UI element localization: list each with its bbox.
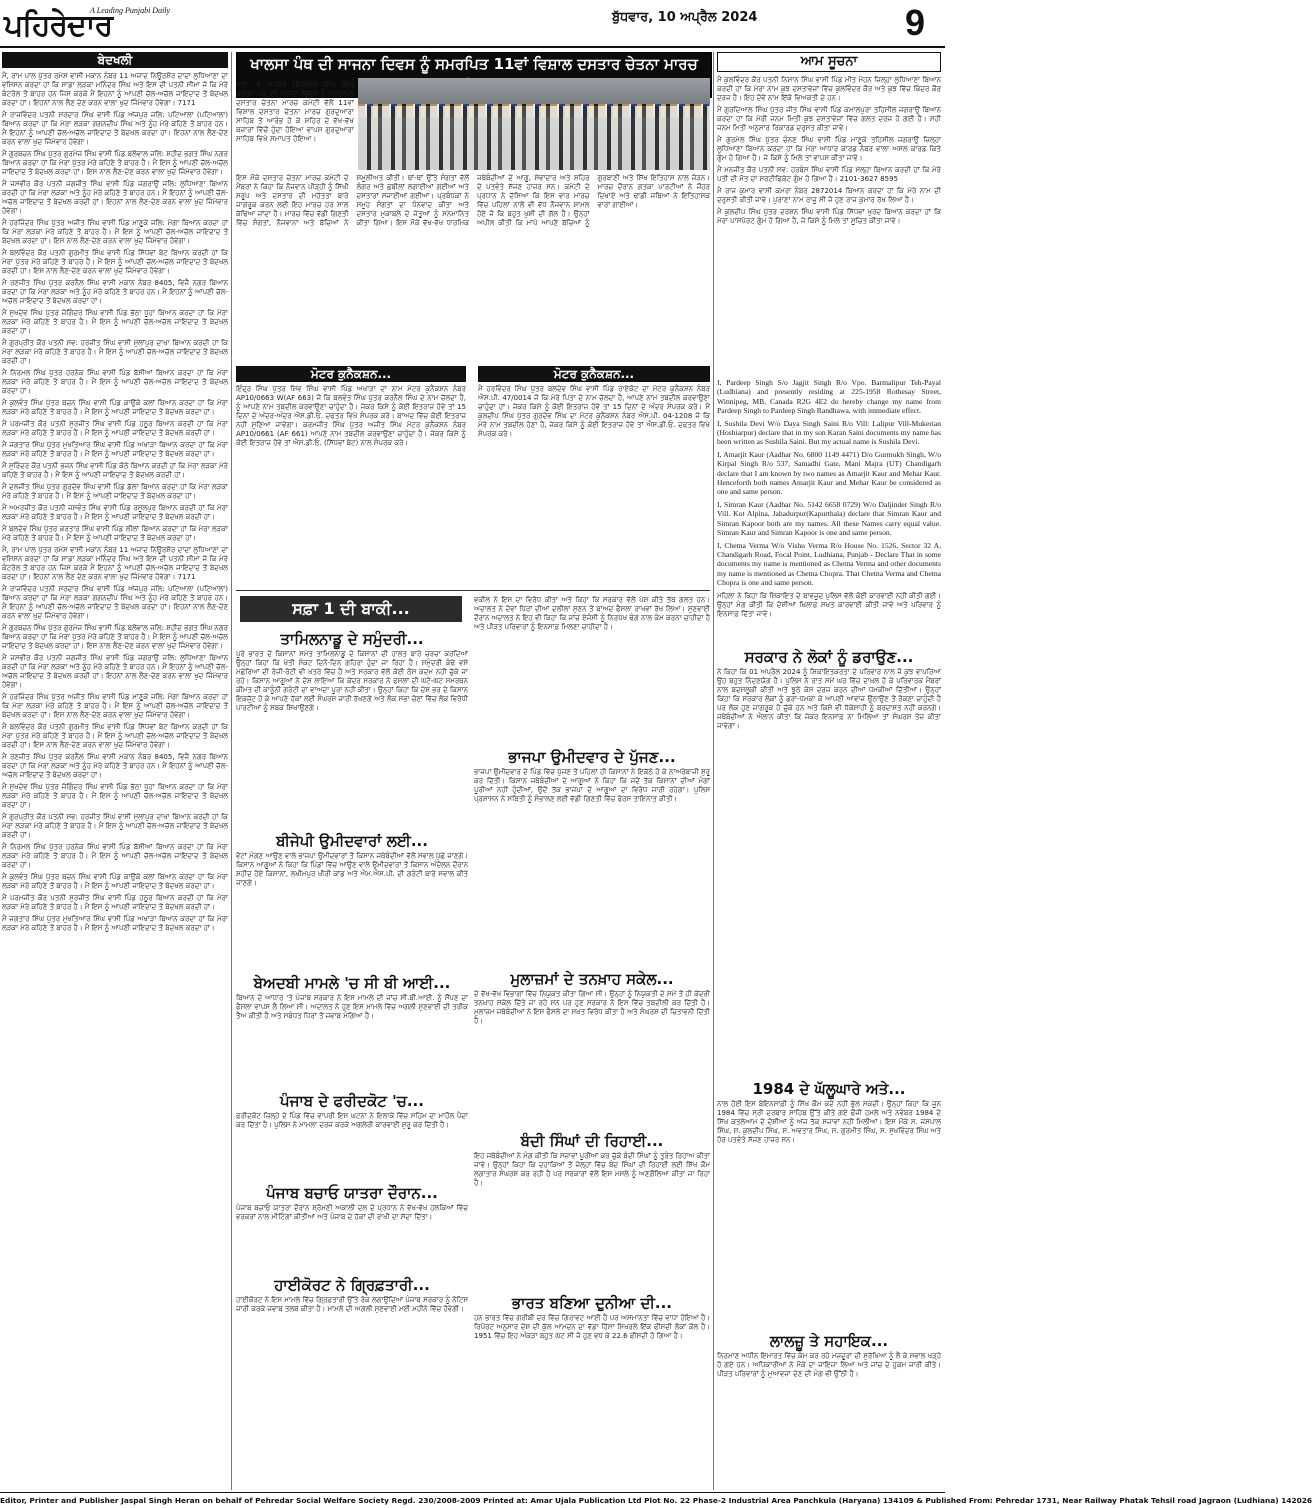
notice: ਮੈਂ ਗੁਰਪ੍ਰੀਤ ਕੌਰ ਪਤਨੀ ਸਵ: ਹਰਜੀਤ ਸਿੰਘ ਵਾਸੀ ਮੁੱਲਾਂਪੁਰ ਦਾਖਾ ਬਿਆਨ ਕਰਦੀ ਹਾਂ ਕਿ ਮੇਰਾ ਲੜਕਾ ਮੇਰੇ ਕਹਿਣੇ ਤੋਂ ਬਾਹਰ ਹੈ। ਮੈਂ ਇਸ ਨੂੰ ਆਪਣੀ ਚੱਲ-ਅਚੱਲ ਜਾਇਦਾਦ ਤੋਂ ਬੇਦਖਲ ਕਰਦੀ ਹਾਂ। (2, 339, 228, 365)
notice: ਮੈਂ ਗੁਰਬਚਨ ਸਿੰਘ ਪੁੱਤਰ ਗੁਰਮੇਜ ਸਿੰਘ ਵਾਸੀ ਪਿੰਡ ਬਲੋਵਾਲ ਜਲਿ: ਸ਼ਹੀਦ ਭਗਤ ਸਿੰਘ ਨਗਰ ਬਿਆਨ ਕਰਦਾ ਹਾਂ ਕਿ ਮੇਰਾ ਪੁੱਤਰ ਮੇਰੇ ਕਹਿਣੇ ਤੋਂ ਬਾਹਰ ਹੈ। ਮੈਂ ਇਸ ਨੂੰ ਆਪਣੀ ਚੱਲ-ਅਚੱਲ ਜਾਇਦਾਦ ਤੋਂ ਬੇਦਖਲ ਕਰਦਾ ਹਾਂ। ਇਸ ਨਾਲ ਲੈਣ-ਦੇਣ ਕਰਨ ਵਾਲਾ ਖੁਦ ਜਿੰਮੇਵਾਰ ਹੋਵੇਗਾ। (2, 624, 228, 650)
notice: ਮੈਂ ਸੁਖਦੇਵ ਸਿੰਘ ਪੁੱਤਰ ਜੋਗਿੰਦਰ ਸਿੰਘ ਵਾਸੀ ਪਿੰਡ ਭੱਠਾ ਧੂਹਾ ਬਿਆਨ ਕਰਦਾ ਹਾਂ ਕਿ ਮੇਰਾ ਲੜਕਾ ਮੇਰੇ ਕਹਿਣੇ ਤੋਂ ਬਾਹਰ ਹੈ। ਮੈਂ ਇਸ ਨੂੰ ਆਪਣੀ ਚੱਲ-ਅਚੱਲ ਜਾਇਦਾਦ ਤੋਂ ਬੇਦਖਲ ਕਰਦਾ ਹਾਂ। (2, 309, 228, 335)
notice: ਮੈਂ ਨਿਰਮਲ ਸਿੰਘ ਪੁੱਤਰ ਹਰਨੇਕ ਸਿੰਘ ਵਾਸੀ ਪਿੰਡ ਬੱਸੀਆਂ ਬਿਆਨ ਕਰਦਾ ਹਾਂ ਕਿ ਮੇਰਾ ਲੜਕਾ ਮੇਰੇ ਕਹਿਣੇ ਤੋਂ ਬਾਹਰ ਹੈ। ਮੈਂ ਇਸ ਨੂੰ ਆਪਣੀ ਚੱਲ-ਅਚੱਲ ਜਾਇਦਾਦ ਤੋਂ ਬੇਦਖਲ ਕਰਦਾ ਹਾਂ। (2, 843, 228, 869)
story-body: ਪੰਜਾਬ ਬਚਾਓ ਯਾਤਰਾ ਦੌਰਾਨ ਸ਼੍ਰੋਮਣੀ ਅਕਾਲੀ ਦਲ ਦੇ ਪ੍ਰਧਾਨ ਨੇ ਵੱਖ-ਵੱਖ ਹਲਕਿਆਂ ਵਿੱਚ ਵਰਕਰਾਂ ਨਾਲ ਮੀਟਿੰਗਾਂ ਕੀਤੀਆਂ ਅਤੇ ਪੰਜਾਬ ਦੇ ਹੱਕਾਂ ਦੀ ਰਾਖੀ ਦਾ ਸੱਦਾ ਦਿੱਤਾ। (236, 1204, 468, 1221)
story-title: ਹਾਈਕੋਰਟ ਨੇ ਗ੍ਰਿਫ਼ਤਾਰੀ... (274, 1276, 430, 1294)
notice: I, Simran Kaur (Aadhar No. 5142 6658 0729) W/o Daljinder Singh R/o Vill. Kot Alpina, Jahadurpur(Kapurthala) declare that Simran Kaur and Simran Kapoor both are my names. All these Names carry equal value. Simran Kaur and Simran Kapoor is one and same person. (717, 499, 941, 538)
story-body: ਨਿਰਮਾਣ ਅਧੀਨ ਇਮਾਰਤ ਵਿੱਚ ਕੰਮ ਕਰ ਰਹੇ ਮਜ਼ਦੂਰਾਂ ਦੀ ਸੁਰੱਖਿਆ ਨੂੰ ਲੈ ਕੇ ਸਵਾਲ ਖੜ੍ਹੇ ਹੋ ਗਏ ਹਨ। ਅਧਿਕਾਰੀਆਂ ਨੇ ਮੌਕੇ ਦਾ ਜਾਇਜ਼ਾ ਲਿਆ ਅਤੇ ਜਾਂਚ ਦੇ ਹੁਕਮ ਜਾਰੀ ਕੀਤੇ। ਪੀੜਤ ਪਰਿਵਾਰਾਂ ਨੂੰ ਮੁਆਵਜ਼ਾ ਦੇਣ ਦੀ ਮੰਗ ਵੀ ਉੱਠੀ ਹੈ। (717, 1352, 941, 1378)
notice: ਮੈਂ ਦਲਜੀਤ ਸਿੰਘ ਪੁੱਤਰ ਗੁਰਦੇਵ ਸਿੰਘ ਵਾਸੀ ਪਿੰਡ ਡੱਲਾ ਬਿਆਨ ਕਰਦਾ ਹਾਂ ਕਿ ਮੇਰਾ ਲੜਕਾ ਮੇਰੇ ਕਹਿਣੇ ਤੋਂ ਬਾਹਰ ਹੈ। ਮੈਂ ਇਸ ਨੂੰ ਆਪਣੀ ਜਾਇਦਾਦ ਤੋਂ ਬੇਦਖਲ ਕਰਦਾ ਹਾਂ। (2, 483, 228, 500)
notice: ਮੈਂ ਜਗਤਾਰ ਸਿੰਘ ਪੁੱਤਰ ਮੁਖਤਿਆਰ ਸਿੰਘ ਵਾਸੀ ਪਿੰਡ ਅਖਾੜਾ ਬਿਆਨ ਕਰਦਾ ਹਾਂ ਕਿ ਮੇਰਾ ਲੜਕਾ ਮੇਰੇ ਕਹਿਣੇ ਤੋਂ ਬਾਹਰ ਹੈ। ਮੈਂ ਇਸ ਨੂੰ ਆਪਣੀ ਜਾਇਦਾਦ ਤੋਂ ਬੇਦਖਲ ਕਰਦਾ ਹਾਂ। (2, 915, 228, 932)
notice: ਮੈਂ ਜਸਵੀਰ ਕੌਰ ਪਤਨੀ ਜਗਜੀਤ ਸਿੰਘ ਵਾਸੀ ਪਿੰਡ ਜਗਰਾਉਂ ਜਲਿ: ਲੁਧਿਆਣਾ ਬਿਆਨ ਕਰਦੀ ਹਾਂ ਕਿ ਮੇਰਾ ਲੜਕਾ ਅਤੇ ਨੂੰਹ ਮੇਰੇ ਕਹਿਣੇ ਤੋਂ ਬਾਹਰ ਹਨ। ਮੈਂ ਇਹਨਾਂ ਨੂੰ ਆਪਣੀ ਚੱਲ-ਅਚੱਲ ਜਾਇਦਾਦ ਤੋਂ ਬੇਦਖਲ ਕਰਦੀ ਹਾਂ। ਇਹਨਾਂ ਨਾਲ ਲੈਣ-ਦੇਣ ਕਰਨ ਵਾਲਾ ਖੁਦ ਜਿੰਮੇਵਾਰ ਹੋਵੇਗਾ। (2, 654, 228, 689)
notice: ਮੈਂ, ਰਾਮ ਪਾਲ ਪੁੱਤਰ ਰਮੇਸ਼ ਵਾਸੀ ਮਕਾਨ ਨੰਬਰ 11 ਅਜਾਦ ਨਿਊਰਸ਼ੋਰ ਦਾਦਾ ਲੁਧਿਆਣਾ ਦਾ ਵਸਿਸਨ ਕਰਦਾ ਹਾਂ ਕਿ ਸਾਡਾ ਲੜਕਾ ਮਨਿੰਦਰ ਸਿੰਘ ਅਤੇ ਇਸ ਦੀ ਪਤਨੀ ਸੀਮਾ ਜੋ ਕਿ ਮੇਰੇ ਕੰਟਰੋਲ ਤੋਂ ਬਾਹਰ ਹਨ ਜਿਸ ਕਰਕੇ ਮੈਂ ਇਹਨਾਂ ਨੂੰ ਆਪਣੀ ਚੱਲ-ਅਚੱਲ ਜਾਇਦਾਦ ਤੋਂ ਬੇਦਖਲ ਕਰਦਾ ਹਾਂ। ਇਹਨਾਂ ਨਾਲ ਲੈਣ ਦੇਣ ਕਰਨ ਵਾਲਾ ਖੁਦ ਜਿੰਮੇਵਾਰ ਹੋਵੇਗਾ। 7171 (2, 72, 228, 107)
notice: ਮੈਂ ਨਿਰਮਲ ਸਿੰਘ ਪੁੱਤਰ ਹਰਨੇਕ ਸਿੰਘ ਵਾਸੀ ਪਿੰਡ ਬੱਸੀਆਂ ਬਿਆਨ ਕਰਦਾ ਹਾਂ ਕਿ ਮੇਰਾ ਲੜਕਾ ਮੇਰੇ ਕਹਿਣੇ ਤੋਂ ਬਾਹਰ ਹੈ। ਮੈਂ ਇਸ ਨੂੰ ਆਪਣੀ ਚੱਲ-ਅਚੱਲ ਜਾਇਦਾਦ ਤੋਂ ਬੇਦਖਲ ਕਰਦਾ ਹਾਂ। (2, 369, 228, 395)
column-divider (231, 52, 232, 1490)
notice: ਮੈਂ ਹਰਜਿੰਦਰ ਸਿੰਘ ਪੁੱਤਰ ਅਜੀਤ ਸਿੰਘ ਵਾਸੀ ਪਿੰਡ ਮਾਣੂਕੇ ਜਲਿ: ਮੋਗਾ ਬਿਆਨ ਕਰਦਾ ਹਾਂ ਕਿ ਮੇਰਾ ਲੜਕਾ ਮੇਰੇ ਕਹਿਣੇ ਤੋਂ ਬਾਹਰ ਹੈ। ਮੈਂ ਇਸ ਨੂੰ ਆਪਣੀ ਚੱਲ-ਅਚੱਲ ਜਾਇਦਾਦ ਤੋਂ ਬੇਦਖਲ ਕਰਦਾ ਹਾਂ। ਇਸ ਨਾਲ ਲੈਣ-ਦੇਣ ਕਰਨ ਵਾਲਾ ਖੁਦ ਜਿੰਮੇਵਾਰ ਹੋਵੇਗਾ। (2, 693, 228, 719)
column-divider (713, 52, 714, 1490)
motor-notice-right: ਮੈਂ ਹਰਵਿੰਦਰ ਸਿੰਘ ਪੁੱਤਰ ਬਲਦੇਵ ਸਿੰਘ ਵਾਸੀ ਪਿੰਡ ਰਾਏਕੋਟ ਦਾ ਮੋਟਰ ਕੁਨੈਕਸ਼ਨ ਨੰਬਰ ਐਸ.ਪੀ. 47/0014 ਜੋ ਕਿ ਮੇਰੇ ਪਿਤਾ ਦੇ ਨਾਮ ਚੱਲਦਾ ਹੈ, ਆਪਣੇ ਨਾਮ ਤਬਦੀਲ ਕਰਵਾਉਣਾ ਚਾਹੁੰਦਾ ਹਾਂ। ਜੇਕਰ ਕਿਸੇ ਨੂੰ ਕੋਈ ਇਤਰਾਜ਼ ਹੋਵੇ ਤਾਂ 15 ਦਿਨਾਂ ਦੇ ਅੰਦਰ ਸੰਪਰਕ ਕਰੇ। ਮੈਂ ਕੁਲਦੀਪ ਸਿੰਘ ਪੁੱਤਰ ਗੁਰਦੇਵ ਸਿੰਘ ਦਾ ਮੋਟਰ ਕੁਨੈਕਸ਼ਨ ਨੰਬਰ ਐਸ.ਪੀ. 04-1208 ਜੋ ਕਿ ਮੇਰੇ ਨਾਮ ਤਬਦੀਲ ਹੋਣਾ ਹੈ, ਜੇਕਰ ਕਿਸੇ ਨੂੰ ਕੋਈ ਇਤਰਾਜ਼ ਹੋਵੇ ਤਾਂ ਐਸ.ਡੀ.ਓ. ਦਫਤਰ ਵਿਖੇ ਸੰਪਰਕ ਕਰੇ। (478, 385, 710, 438)
story-title: ਪੰਜਾਬ ਬਚਾਓ ਯਾਤਰਾ ਦੌਰਾਨ... (266, 1184, 438, 1202)
story-body: ਪੂਰੇ ਭਾਰਤ ਦੇ ਕਿਸਾਨਾਂ ਸਮੇਤ ਤਾਮਿਲਨਾਡੂ ਦੇ ਕਿਸਾਨਾਂ ਦੀ ਹਾਲਤ ਬਾਰੇ ਚਰਚਾ ਕਰਦਿਆਂ ਉਨ੍ਹਾਂ ਕਿਹਾ ਕਿ ਖੇਤੀ ਸੰਕਟ ਦਿਨੋ-ਦਿਨ ਗਹਿਰਾ ਹੁੰਦਾ ਜਾ ਰਿਹਾ ਹੈ। ਸਮੁੰਦਰੀ ਕੰਢੇ ਵਸੇ ਮਛੇਰਿਆਂ ਦੀ ਰੋਜ਼ੀ-ਰੋਟੀ ਵੀ ਖਤਰੇ ਵਿੱਚ ਹੈ ਅਤੇ ਸਰਕਾਰ ਵੱਲੋਂ ਕੋਈ ਠੋਸ ਕਦਮ ਨਹੀਂ ਚੁੱਕੇ ਜਾ ਰਹੇ। ਕਿਸਾਨ ਆਗੂਆਂ ਨੇ ਦੋਸ਼ ਲਾਇਆ ਕਿ ਕੇਂਦਰ ਸਰਕਾਰ ਨੇ ਫਸਲਾਂ ਦੀ ਘੱਟੋ-ਘੱਟ ਸਮਰਥਨ ਕੀਮਤ ਦੀ ਕਾਨੂੰਨੀ ਗਰੰਟੀ ਦਾ ਵਾਅਦਾ ਪੂਰਾ ਨਹੀਂ ਕੀਤਾ। ਉਨ੍ਹਾਂ ਕਿਹਾ ਕਿ ਦੇਸ਼ ਭਰ ਦੇ ਕਿਸਾਨ ਇਕਜੁੱਟ ਹੋ ਕੇ ਆਪਣੇ ਹੱਕਾਂ ਲਈ ਸੰਘਰਸ਼ ਜਾਰੀ ਰੱਖਣਗੇ ਅਤੇ ਲੋਕ ਸਭਾ ਚੋਣਾਂ ਵਿੱਚ ਲੋਕ ਵਿਰੋਧੀ ਪਾਰਟੀਆਂ ਨੂੰ ਸਬਕ ਸਿਖਾਉਣਗੇ। (236, 650, 469, 712)
story-title: ਮੁਲਾਜ਼ਮਾਂ ਦੇ ਤਨਖ਼ਾਹ ਸਕੇਲ... (510, 970, 674, 988)
masthead-logo: ਪਹਿਰੇਦਾਰ (4, 8, 113, 43)
story-body: ਹਾਈਕੋਰਟ ਨੇ ਇਸ ਮਾਮਲੇ ਵਿੱਚ ਗ੍ਰਿਫ਼ਤਾਰੀ ਉੱਤੇ ਰੋਕ ਲਗਾਉਂਦਿਆਂ ਪੰਜਾਬ ਸਰਕਾਰ ਨੂੰ ਨੋਟਿਸ ਜਾਰੀ ਕਰਕੇ ਜਵਾਬ ਤਲਬ ਕੀਤਾ ਹੈ। ਮਾਮਲੇ ਦੀ ਅਗਲੀ ਸੁਣਵਾਈ ਮਈ ਮਹੀਨੇ ਵਿੱਚ ਹੋਵੇਗੀ। (236, 1296, 468, 1313)
story-title: ਲਾਲਜ਼ੂ ਤੇ ਸਹਾਇਕ... (769, 1332, 889, 1350)
public-notices (717, 76, 941, 376)
notice: I, Amarjit Kaur (Aadhar No. 6800 1149 4471) D/o Gurmukh Singh, W/o Kirpal Singh R/o 537, Samadhi Gate, Mani Majra (UT) Chandigarh declare that I am known by two names as Amarjit Kaur and Mehar Kaur. Henceforth both names Amarjit Kaur and Mehar Kaur be considered as one and same person. (717, 449, 941, 497)
section-header-bedakhli: ਬੇਦਖਲੀ (2, 52, 228, 68)
story-body: ਭਾਜਪਾ ਉਮੀਦਵਾਰ ਦੇ ਪਿੰਡ ਵਿੱਚ ਪੁੱਜਣ ਤੋਂ ਪਹਿਲਾਂ ਹੀ ਕਿਸਾਨਾਂ ਨੇ ਇਕੱਠੇ ਹੋ ਕੇ ਨਾਅਰੇਬਾਜ਼ੀ ਸ਼ੁਰੂ ਕਰ ਦਿੱਤੀ। ਕਿਸਾਨ ਜਥੇਬੰਦੀਆਂ ਦੇ ਆਗੂਆਂ ਨੇ ਕਿਹਾ ਕਿ ਜਦੋਂ ਤੱਕ ਕਿਸਾਨਾਂ ਦੀਆਂ ਮੰਗਾਂ ਪੂਰੀਆਂ ਨਹੀਂ ਹੁੰਦੀਆਂ, ਉਦੋਂ ਤੱਕ ਭਾਜਪਾ ਦੇ ਆਗੂਆਂ ਦਾ ਵਿਰੋਧ ਜਾਰੀ ਰਹੇਗਾ। ਪੁਲਿਸ ਪ੍ਰਸ਼ਾਸਨ ਨੇ ਸਥਿਤੀ ਨੂੰ ਸੰਭਾਲਣ ਲਈ ਵੱਡੀ ਗਿਣਤੀ ਵਿੱਚ ਫੋਰਸ ਤਾਇਨਾਤ ਕੀਤੀ। (474, 768, 710, 803)
notice: ਮੈਂ ਹਰਜਿੰਦਰ ਸਿੰਘ ਪੁੱਤਰ ਅਜੀਤ ਸਿੰਘ ਵਾਸੀ ਪਿੰਡ ਮਾਣੂਕੇ ਜਲਿ: ਮੋਗਾ ਬਿਆਨ ਕਰਦਾ ਹਾਂ ਕਿ ਮੇਰਾ ਲੜਕਾ ਮੇਰੇ ਕਹਿਣੇ ਤੋਂ ਬਾਹਰ ਹੈ। ਮੈਂ ਇਸ ਨੂੰ ਆਪਣੀ ਚੱਲ-ਅਚੱਲ ਜਾਇਦਾਦ ਤੋਂ ਬੇਦਖਲ ਕਰਦਾ ਹਾਂ। ਇਸ ਨਾਲ ਲੈਣ-ਦੇਣ ਕਰਨ ਵਾਲਾ ਖੁਦ ਜਿੰਮੇਵਾਰ ਹੋਵੇਗਾ। (2, 219, 228, 245)
masthead-rule (0, 46, 945, 48)
story-body: ਨਾਲ ਹੋਈ ਇਸ ਬੇਇਨਸਾਫ਼ੀ ਨੂੰ ਸਿੱਖ ਕੌਮ ਕਦੇ ਨਹੀਂ ਭੁੱਲ ਸਕਦੀ। ਉਨ੍ਹਾਂ ਕਿਹਾ ਕਿ ਜੂਨ 1984 ਵਿੱਚ ਸ੍ਰੀ ਦਰਬਾਰ ਸਾਹਿਬ ਉੱਤੇ ਕੀਤੇ ਗਏ ਫੌਜੀ ਹਮਲੇ ਅਤੇ ਨਵੰਬਰ 1984 ਦੇ ਸਿੱਖ ਕਤਲੇਆਮ ਦੇ ਦੋਸ਼ੀਆਂ ਨੂੰ ਅੱਜ ਤੱਕ ਸਜ਼ਾਵਾਂ ਨਹੀਂ ਮਿਲੀਆਂ। ਇਸ ਮੌਕੇ ਸ. ਜਸਪਾਲ ਸਿੰਘ, ਸ. ਕੁਲਦੀਪ ਸਿੰਘ, ਸ. ਅਵਤਾਰ ਸਿੰਘ, ਸ. ਗੁਰਮੀਤ ਸਿੰਘ, ਸ. ਸੁਖਵਿੰਦਰ ਸਿੰਘ ਅਤੇ ਹੋਰ ਪਤਵੰਤੇ ਸੱਜਣ ਹਾਜ਼ਰ ਸਨ। (717, 1100, 941, 1144)
story-title: ਸਰਕਾਰ ਨੇ ਲੋਕਾਂ ਨੂੰ ਡਰਾਉਣ... (744, 648, 914, 666)
notice: ਮੈਂ ਰਾਜ ਕੁਮਾਰ ਵਾਸੀ ਕਮਰਾ ਨੰਬਰ 2872014 ਬਿਆਨ ਕਰਦਾ ਹਾਂ ਕਿ ਮੇਰੇ ਨਾਮ ਦੀ ਦਰੁਸਤੀ ਕੀਤੀ ਜਾਵੇ। ਪੁਰਾਣਾ ਨਾਮ ਰਾਜੂ ਸੀ ਜੋ ਹੁਣ ਰਾਜ ਕੁਮਾਰ ਰੱਖ ਲਿਆ ਹੈ। (717, 187, 941, 204)
notice: ਮੈਂ, ਰਾਮ ਪਾਲ ਪੁੱਤਰ ਰਮੇਸ਼ ਵਾਸੀ ਮਕਾਨ ਨੰਬਰ 11 ਅਜਾਦ ਨਿਊਰਸ਼ੋਰ ਦਾਦਾ ਲੁਧਿਆਣਾ ਦਾ ਵਸਿਸਨ ਕਰਦਾ ਹਾਂ ਕਿ ਸਾਡਾ ਲੜਕਾ ਮਨਿੰਦਰ ਸਿੰਘ ਅਤੇ ਇਸ ਦੀ ਪਤਨੀ ਸੀਮਾ ਜੋ ਕਿ ਮੇਰੇ ਕੰਟਰੋਲ ਤੋਂ ਬਾਹਰ ਹਨ ਜਿਸ ਕਰਕੇ ਮੈਂ ਇਹਨਾਂ ਨੂੰ ਆਪਣੀ ਚੱਲ-ਅਚੱਲ ਜਾਇਦਾਦ ਤੋਂ ਬੇਦਖਲ ਕਰਦਾ ਹਾਂ। ਇਹਨਾਂ ਨਾਲ ਲੈਣ ਦੇਣ ਕਰਨ ਵਾਲਾ ਖੁਦ ਜਿੰਮੇਵਾਰ ਹੋਵੇਗਾ। 7171 (2, 546, 228, 581)
misc-text: ਮਹਿਲਾ ਨੇ ਕਿਹਾ ਕਿ ਸ਼ਿਕਾਇਤ ਦੇ ਬਾਵਜੂਦ ਪੁਲਿਸ ਵੱਲੋਂ ਕੋਈ ਕਾਰਵਾਈ ਨਹੀਂ ਕੀਤੀ ਗਈ। ਉਨ੍ਹਾਂ ਮੰਗ ਕੀਤੀ ਕਿ ਦੋਸ਼ੀਆਂ ਖ਼ਿਲਾਫ਼ ਸਖ਼ਤ ਕਾਰਵਾਈ ਕੀਤੀ ਜਾਵੇ ਅਤੇ ਪਰਿਵਾਰ ਨੂੰ ਇਨਸਾਫ਼ ਦਿੱਤਾ ਜਾਵੇ। (717, 592, 941, 618)
notice: ਮੈਂ ਗੁਰਪ੍ਰੀਤ ਕੌਰ ਪਤਨੀ ਸਵ: ਹਰਜੀਤ ਸਿੰਘ ਵਾਸੀ ਮੁੱਲਾਂਪੁਰ ਦਾਖਾ ਬਿਆਨ ਕਰਦੀ ਹਾਂ ਕਿ ਮੇਰਾ ਲੜਕਾ ਮੇਰੇ ਕਹਿਣੇ ਤੋਂ ਬਾਹਰ ਹੈ। ਮੈਂ ਇਸ ਨੂੰ ਆਪਣੀ ਚੱਲ-ਅਚੱਲ ਜਾਇਦਾਦ ਤੋਂ ਬੇਦਖਲ ਕਰਦੀ ਹਾਂ। (2, 813, 228, 839)
continued-headline: ਸਫ਼ਾ 1 ਦੀ ਬਾਕੀ... (240, 596, 462, 622)
motor-notice-left: ਇੰਦ੍ਰ ਸਿੰਘ ਪੁੱਤਰ ਸ਼ਿਵ ਸਿੰਘ ਵਾਸੀ ਪਿੰਡ ਅਖਾੜਾ ਦਾ ਨਾਮ ਮੋਟਰ ਕੁਨੈਕਸ਼ਨ ਨੰਬਰ AP10/0663 W(AF 663) ਜੋ ਕਿ ਬਲਵੰਤ ਸਿੰਘ ਪੁੱਤਰ ਕਰਨੈਲ ਸਿੰਘ ਦੇ ਨਾਮ ਚੱਲਦਾ ਹੈ, ਨੂੰ ਆਪਣੇ ਨਾਮ ਤਬਦੀਲ ਕਰਵਾਉਣਾ ਚਾਹੁੰਦਾ ਹੈ। ਜੇਕਰ ਕਿਸੇ ਨੂੰ ਕੋਈ ਇਤਰਾਜ਼ ਹੋਵੇ ਤਾਂ 15 ਦਿਨਾਂ ਦੇ ਅੰਦਰ-ਅੰਦਰ ਐਸ.ਡੀ.ਓ. ਦਫਤਰ ਵਿਖੇ ਸੰਪਰਕ ਕਰੇ। ਬਾਅਦ ਵਿੱਚ ਕੋਈ ਇਤਰਾਜ਼ ਨਹੀਂ ਸੁਣਿਆ ਜਾਵੇਗਾ। ਕਰਮਜੀਤ ਸਿੰਘ ਪੁੱਤਰ ਅਜੀਤ ਸਿੰਘ ਮੋਟਰ ਕੁਨੈਕਸ਼ਨ ਨੰਬਰ AP10/0661 (AF 661) ਆਪਣੇ ਨਾਮ ਤਬਦੀਲ ਕਰਵਾਉਣਾ ਚਾਹੁੰਦਾ ਹੈ। ਜੇਕਰ ਕਿਸੇ ਨੂੰ ਕੋਈ ਇਤਰਾਜ਼ ਹੋਵੇ ਤਾਂ ਐਸ.ਡੀ.ਓ. (ਸਿੱਧਵਾਂ ਬੇਟ) ਨਾਲ ਸੰਪਰਕ ਕਰੇ। (236, 385, 466, 447)
notice: ਮੈਂ ਗੁਰਬਚਨ ਸਿੰਘ ਪੁੱਤਰ ਗੁਰਮੇਜ ਸਿੰਘ ਵਾਸੀ ਪਿੰਡ ਬਲੋਵਾਲ ਜਲਿ: ਸ਼ਹੀਦ ਭਗਤ ਸਿੰਘ ਨਗਰ ਬਿਆਨ ਕਰਦਾ ਹਾਂ ਕਿ ਮੇਰਾ ਪੁੱਤਰ ਮੇਰੇ ਕਹਿਣੇ ਤੋਂ ਬਾਹਰ ਹੈ। ਮੈਂ ਇਸ ਨੂੰ ਆਪਣੀ ਚੱਲ-ਅਚੱਲ ਜਾਇਦਾਦ ਤੋਂ ਬੇਦਖਲ ਕਰਦਾ ਹਾਂ। ਇਸ ਨਾਲ ਲੈਣ-ਦੇਣ ਕਰਨ ਵਾਲਾ ਖੁਦ ਜਿੰਮੇਵਾਰ ਹੋਵੇਗਾ। (2, 150, 228, 176)
notice: ਮੈਂ ਕੁਲਵੰਤ ਸਿੰਘ ਪੁੱਤਰ ਬਚਨ ਸਿੰਘ ਵਾਸੀ ਪਿੰਡ ਕਾਉਂਕੇ ਕਲਾਂ ਬਿਆਨ ਕਰਦਾ ਹਾਂ ਕਿ ਮੇਰਾ ਲੜਕਾ ਮੇਰੇ ਕਹਿਣੇ ਤੋਂ ਬਾਹਰ ਹੈ। ਮੈਂ ਇਸ ਨੂੰ ਆਪਣੀ ਜਾਇਦਾਦ ਤੋਂ ਬੇਦਖਲ ਕਰਦਾ ਹਾਂ। (2, 399, 228, 416)
notice: ਮੈਂ ਬਲਵਿੰਦਰ ਕੌਰ ਪਤਨੀ ਗੁਰਮੀਤ ਸਿੰਘ ਵਾਸੀ ਪਿੰਡ ਸਿੱਧਵਾਂ ਬੇਟ ਬਿਆਨ ਕਰਦੀ ਹਾਂ ਕਿ ਮੇਰਾ ਪੁੱਤਰ ਮੇਰੇ ਕਹਿਣੇ ਤੋਂ ਬਾਹਰ ਹੈ। ਮੈਂ ਇਸ ਨੂੰ ਆਪਣੀ ਚੱਲ-ਅਚੱਲ ਜਾਇਦਾਦ ਤੋਂ ਬੇਦਖਲ ਕਰਦੀ ਹਾਂ। ਇਸ ਨਾਲ ਲੈਣ-ਦੇਣ ਕਰਨ ਵਾਲਾ ਖੁਦ ਜਿੰਮੇਵਾਰ ਹੋਵੇਗਾ। (2, 249, 228, 275)
lead-body: ਇਸ ਮੌਕੇ ਦਸਤਾਰ ਚੇਤਨਾ ਮਾਰਚ ਕਮੇਟੀ ਦੇ ਮੈਂਬਰਾਂ ਨੇ ਕਿਹਾ ਕਿ ਨੌਜਵਾਨ ਪੀੜ੍ਹੀ ਨੂੰ ਸਿੱਖੀ ਸਰੂਪ ਅਤੇ ਦਸਤਾਰ ਦੀ ਮਹੱਤਤਾ ਬਾਰੇ ਜਾਗਰੂਕ ਕਰਨ ਲਈ ਇਹ ਮਾਰਚ ਹਰ ਸਾਲ ਕੱਢਿਆ ਜਾਂਦਾ ਹੈ। ਮਾਰਚ ਵਿੱਚ ਵੱਡੀ ਗਿਣਤੀ ਵਿੱਚ ਸੰਗਤਾਂ, ਨੌਜਵਾਨਾਂ ਅਤੇ ਬੱਚਿਆਂ ਨੇ ਸ਼ਮੂਲੀਅਤ ਕੀਤੀ। ਥਾਂ-ਥਾਂ ਉੱਤੇ ਸੰਗਤਾਂ ਵੱਲੋਂ ਲੰਗਰ ਅਤੇ ਛਬੀਲਾਂ ਲਗਾਈਆਂ ਗਈਆਂ ਅਤੇ ਦਸਤਾਰਾਂ ਸਜਾਈਆਂ ਗਈਆਂ। ਪ੍ਰਬੰਧਕਾਂ ਨੇ ਸਮੂਹ ਸੰਗਤਾਂ ਦਾ ਧੰਨਵਾਦ ਕੀਤਾ ਅਤੇ ਦਸਤਾਰ ਮੁਕਾਬਲੇ ਦੇ ਜੇਤੂਆਂ ਨੂੰ ਸਨਮਾਨਿਤ ਕੀਤਾ ਗਿਆ। ਇਸ ਮੌਕੇ ਵੱਖ-ਵੱਖ ਧਾਰਮਿਕ ਜਥੇਬੰਦੀਆਂ ਦੇ ਆਗੂ, ਸੇਵਾਦਾਰ ਅਤੇ ਸ਼ਹਿਰ ਦੇ ਪਤਵੰਤੇ ਸੱਜਣ ਹਾਜ਼ਰ ਸਨ। ਕਮੇਟੀ ਦੇ ਪ੍ਰਧਾਨ ਨੇ ਦੱਸਿਆ ਕਿ ਇਸ ਵਾਰ ਮਾਰਚ ਵਿੱਚ ਪਹਿਲਾਂ ਨਾਲੋਂ ਵੀ ਵੱਧ ਨੌਜਵਾਨ ਸ਼ਾਮਲ ਹੋਏ ਜੋ ਕਿ ਬਹੁਤ ਖੁਸ਼ੀ ਦੀ ਗੱਲ ਹੈ। ਉਨ੍ਹਾਂ ਅਪੀਲ ਕੀਤੀ ਕਿ ਮਾਪੇ ਆਪਣੇ ਬੱਚਿਆਂ ਨੂੰ ਗੁਰਬਾਣੀ ਅਤੇ ਸਿੱਖ ਇਤਿਹਾਸ ਨਾਲ ਜੋੜਨ। ਮਾਰਚ ਦੌਰਾਨ ਗਤਕਾ ਪਾਰਟੀਆਂ ਨੇ ਜੌਹਰ ਦਿਖਾਏ ਅਤੇ ਢਾਡੀ ਜਥਿਆਂ ਨੇ ਇਤਿਹਾਸਕ ਵਾਰਾਂ ਗਾਈਆਂ। (236, 174, 710, 227)
notice: ਮੈਂ ਬਲਦੇਵ ਸਿੰਘ ਪੁੱਤਰ ਕਰਤਾਰ ਸਿੰਘ ਵਾਸੀ ਪਿੰਡ ਲੀਲਾਂ ਬਿਆਨ ਕਰਦਾ ਹਾਂ ਕਿ ਮੇਰਾ ਲੜਕਾ ਮੇਰੇ ਕਹਿਣੇ ਤੋਂ ਬਾਹਰ ਹੈ। ਮੈਂ ਇਸ ਨੂੰ ਆਪਣੀ ਜਾਇਦਾਦ ਤੋਂ ਬੇਦਖਲ ਕਰਦਾ ਹਾਂ। (2, 525, 228, 542)
story-title: ਬੰਦੀ ਸਿੰਘਾਂ ਦੀ ਰਿਹਾਈ... (520, 1132, 664, 1150)
notice: I, Sushila Devi W/o Daya Singh Saini R/o Vill: Lalipur Vill-Mukerian (Hoshiarpur) declare that in my son Karan Saini documents my name has been written as Sushila Saini. But my actual name is Sushila Devi. (717, 418, 941, 447)
march-photo (358, 78, 710, 170)
notice: ਮੈਂ ਪਰਮਜੀਤ ਕੌਰ ਪਤਨੀ ਸੁਰਜੀਤ ਸਿੰਘ ਵਾਸੀ ਪਿੰਡ ਹਠੂਰ ਬਿਆਨ ਕਰਦੀ ਹਾਂ ਕਿ ਮੇਰਾ ਲੜਕਾ ਮੇਰੇ ਕਹਿਣੇ ਤੋਂ ਬਾਹਰ ਹੈ। ਮੈਂ ਇਸ ਨੂੰ ਆਪਣੀ ਜਾਇਦਾਦ ਤੋਂ ਬੇਦਖਲ ਕਰਦੀ ਹਾਂ। (2, 420, 228, 437)
notice: ਮੈਂ ਬਲਵਿੰਦਰ ਕੌਰ ਪਤਨੀ ਗੁਰਮੀਤ ਸਿੰਘ ਵਾਸੀ ਪਿੰਡ ਸਿੱਧਵਾਂ ਬੇਟ ਬਿਆਨ ਕਰਦੀ ਹਾਂ ਕਿ ਮੇਰਾ ਪੁੱਤਰ ਮੇਰੇ ਕਹਿਣੇ ਤੋਂ ਬਾਹਰ ਹੈ। ਮੈਂ ਇਸ ਨੂੰ ਆਪਣੀ ਚੱਲ-ਅਚੱਲ ਜਾਇਦਾਦ ਤੋਂ ਬੇਦਖਲ ਕਰਦੀ ਹਾਂ। ਇਸ ਨਾਲ ਲੈਣ-ਦੇਣ ਕਰਨ ਵਾਲਾ ਖੁਦ ਜਿੰਮੇਵਾਰ ਹੋਵੇਗਾ। (2, 723, 228, 749)
story-body: ਦੇ ਵੱਖ-ਵੱਖ ਵਿਭਾਗਾਂ ਵਿੱਚ ਨਿਯੁਕਤ ਕੀਤਾ ਗਿਆ ਸੀ। ਉਨ੍ਹਾਂ ਨੂੰ ਨਿਯੁਕਤੀ ਦੇ ਸਮੇਂ ਤੋਂ ਹੀ ਕੇਂਦਰੀ ਤਨਖ਼ਾਹ ਸਕੇਲ ਦਿੱਤੇ ਜਾ ਰਹੇ ਸਨ ਪਰ ਹੁਣ ਸਰਕਾਰ ਨੇ ਇਸ ਵਿੱਚ ਤਬਦੀਲੀ ਕਰ ਦਿੱਤੀ ਹੈ। ਮੁਲਾਜ਼ਮ ਜਥੇਬੰਦੀਆਂ ਨੇ ਇਸ ਫੈਸਲੇ ਦਾ ਸਖ਼ਤ ਵਿਰੋਧ ਕੀਤਾ ਹੈ ਅਤੇ ਸੰਘਰਸ਼ ਦੀ ਚਿਤਾਵਨੀ ਦਿੱਤੀ ਹੈ। (474, 990, 710, 1025)
story-body: ਨੇ ਕਿਹਾ ਕਿ 01 ਅਪ੍ਰੈਲ 2024 ਨੂੰ ਸ਼ਿਕਾਇਤਕਰਤਾ ਦੇ ਪਰਿਵਾਰ ਨਾਲ ਜੋ ਕੁਝ ਵਾਪਰਿਆ ਉਹ ਬਹੁਤ ਨਿੰਦਣਯੋਗ ਹੈ। ਪੁਲਿਸ ਨੇ ਰਾਤ ਸਮੇਂ ਘਰ ਵਿੱਚ ਦਾਖ਼ਲ ਹੋ ਕੇ ਪਰਿਵਾਰਕ ਮੈਂਬਰਾਂ ਨਾਲ ਬਦਸਲੂਕੀ ਕੀਤੀ ਅਤੇ ਝੂਠੇ ਕੇਸ ਦਰਜ ਕਰਨ ਦੀਆਂ ਧਮਕੀਆਂ ਦਿੱਤੀਆਂ। ਉਨ੍ਹਾਂ ਕਿਹਾ ਕਿ ਸਰਕਾਰ ਲੋਕਾਂ ਨੂੰ ਡਰਾ-ਧਮਕਾ ਕੇ ਆਪਣੀ ਆਵਾਜ਼ ਉਠਾਉਣ ਤੋਂ ਰੋਕਣਾ ਚਾਹੁੰਦੀ ਹੈ ਪਰ ਲੋਕ ਹੁਣ ਜਾਗਰੂਕ ਹੋ ਚੁੱਕੇ ਹਨ ਅਤੇ ਕਿਸੇ ਵੀ ਧੱਕੇਸ਼ਾਹੀ ਨੂੰ ਬਰਦਾਸ਼ਤ ਨਹੀਂ ਕਰਨਗੇ। ਜਥੇਬੰਦੀਆਂ ਨੇ ਐਲਾਨ ਕੀਤਾ ਕਿ ਜੇਕਰ ਇਨਸਾਫ਼ ਨਾ ਮਿਲਿਆ ਤਾਂ ਸੰਘਰਸ਼ ਤੇਜ਼ ਕੀਤਾ ਜਾਵੇਗਾ। (717, 668, 941, 730)
right-stories (717, 646, 941, 1488)
section-header-motor-right: ਮੋਟਰ ਕੁਨੈਕਸ਼ਨ... (478, 366, 710, 382)
story-title: ਬੀਜੇਪੀ ਉਮੀਦਵਾਰਾਂ ਲਈ... (276, 832, 428, 850)
story-title: ਭਾਰਤ ਬਣਿਆ ਦੁਨੀਆ ਦੀ... (511, 1294, 672, 1312)
notice: ਮੈਂ ਰਾਜਵਿੰਦਰ ਪਤਨੀ ਸਰਦਾਰ ਸਿੰਘ ਵਾਸੀ ਪਿੰਡ ਅੱਜਪੁਰ ਜਲਿ: ਪਟਿਆਲਾ (ਪਟਿਆਲਾ) ਬਿਆਨ ਕਰਦਾ ਹਾਂ ਕਿ ਮੇਰਾ ਲੜਕਾ ਗਗਨਦੀਪ ਸਿੰਘ ਅਤੇ ਨੂੰਹ ਮੇਰੇ ਕਹਿਣੇ ਤੋਂ ਬਾਹਰ ਹਨ। ਮੈਂ ਇਹਨਾਂ ਨੂੰ ਆਪਣੀ ਚੱਲ-ਅਚੱਲ ਜਾਇਦਾਦ ਤੋਂ ਬੇਦਖਲ ਕਰਦਾ ਹਾਂ। ਇਹਨਾਂ ਨਾਲ ਲੈਣ-ਦੇਣ ਕਰਨ ਵਾਲਾ ਖੁਦ ਜਿੰਮੇਵਾਰ ਹੋਵੇਗਾ। (2, 585, 228, 620)
notice: ਮੈਂ ਰਣਜੀਤ ਸਿੰਘ ਪੁੱਤਰ ਕਰਨੈਲ ਸਿੰਘ ਵਾਸੀ ਮਕਾਨ ਨੰਬਰ 8405, ਵਿਜੈ ਨਗਰ ਬਿਆਨ ਕਰਦਾ ਹਾਂ ਕਿ ਮੇਰਾ ਲੜਕਾ ਅਤੇ ਨੂੰਹ ਮੇਰੇ ਕਹਿਣੇ ਤੋਂ ਬਾਹਰ ਹਨ। ਮੈਂ ਇਹਨਾਂ ਨੂੰ ਆਪਣੀ ਚੱਲ-ਅਚੱਲ ਜਾਇਦਾਦ ਤੋਂ ਬੇਦਖਲ ਕਰਦਾ ਹਾਂ। (2, 753, 228, 779)
notice: ਮੈਂ ਸੁਖਦੇਵ ਸਿੰਘ ਪੁੱਤਰ ਜੋਗਿੰਦਰ ਸਿੰਘ ਵਾਸੀ ਪਿੰਡ ਭੱਠਾ ਧੂਹਾ ਬਿਆਨ ਕਰਦਾ ਹਾਂ ਕਿ ਮੇਰਾ ਲੜਕਾ ਮੇਰੇ ਕਹਿਣੇ ਤੋਂ ਬਾਹਰ ਹੈ। ਮੈਂ ਇਸ ਨੂੰ ਆਪਣੀ ਚੱਲ-ਅਚੱਲ ਜਾਇਦਾਦ ਤੋਂ ਬੇਦਖਲ ਕਰਦਾ ਹਾਂ। (2, 783, 228, 809)
bedakhli-notices (2, 72, 228, 1488)
story-title: ਪੰਜਾਬ ਦੇ ਫਰੀਦਕੋਟ 'ਚ... (280, 1092, 424, 1110)
story-title: 1984 ਦੇ ਘੱਲੂਘਾਰੇ ਅਤੇ... (752, 1080, 906, 1098)
story-title: ਬੇਅਦਬੀ ਮਾਮਲੇ 'ਚ ਸੀ ਬੀ ਆਈ... (253, 974, 451, 992)
notice: ਮੈਂ ਜਗਤਾਰ ਸਿੰਘ ਪੁੱਤਰ ਮੁਖਤਿਆਰ ਸਿੰਘ ਵਾਸੀ ਪਿੰਡ ਅਖਾੜਾ ਬਿਆਨ ਕਰਦਾ ਹਾਂ ਕਿ ਮੇਰਾ ਲੜਕਾ ਮੇਰੇ ਕਹਿਣੇ ਤੋਂ ਬਾਹਰ ਹੈ। ਮੈਂ ਇਸ ਨੂੰ ਆਪਣੀ ਜਾਇਦਾਦ ਤੋਂ ਬੇਦਖਲ ਕਰਦਾ ਹਾਂ। (2, 441, 228, 458)
imprint-footer: Editor, Printer and Publisher Jaspal Singh Heran on behalf of Pehredar Social Welfare Society Regd. 230/2008-2009 Printed at: Amar Ujala Publication Ltd Plot No. 22 Phase-2 Industrial Area Panchkula (Haryana) 134109 & Published From: Pehredar 1731, Near Railway Phatak Tehsil road Jagraon (Ludhiana) 142026 (0, 1492, 945, 1508)
notice: I, Chetna Verma W/o Vishu Verma R/o House No. 1526, Sector 32 A, Chandigarh Road, Focal Point, Ludhiana, Punjab - Declare That in some documents my name is mentioned as Chetna Verma and other documents my name is mentioned as Chetna Chopra. That Chetna Verma and Chetna Chopra is one and same person. (717, 540, 941, 588)
notice: ਮੈਂ ਰਾਜਵਿੰਦਰ ਪਤਨੀ ਸਰਦਾਰ ਸਿੰਘ ਵਾਸੀ ਪਿੰਡ ਅੱਜਪੁਰ ਜਲਿ: ਪਟਿਆਲਾ (ਪਟਿਆਲਾ) ਬਿਆਨ ਕਰਦਾ ਹਾਂ ਕਿ ਮੇਰਾ ਲੜਕਾ ਗਗਨਦੀਪ ਸਿੰਘ ਅਤੇ ਨੂੰਹ ਮੇਰੇ ਕਹਿਣੇ ਤੋਂ ਬਾਹਰ ਹਨ। ਮੈਂ ਇਹਨਾਂ ਨੂੰ ਆਪਣੀ ਚੱਲ-ਅਚੱਲ ਜਾਇਦਾਦ ਤੋਂ ਬੇਦਖਲ ਕਰਦਾ ਹਾਂ। ਇਹਨਾਂ ਨਾਲ ਲੈਣ-ਦੇਣ ਕਰਨ ਵਾਲਾ ਖੁਦ ਜਿੰਮੇਵਾਰ ਹੋਵੇਗਾ। (2, 111, 228, 146)
notice: ਮੈਂ ਰਣਜੀਤ ਸਿੰਘ ਪੁੱਤਰ ਕਰਨੈਲ ਸਿੰਘ ਵਾਸੀ ਮਕਾਨ ਨੰਬਰ 8405, ਵਿਜੈ ਨਗਰ ਬਿਆਨ ਕਰਦਾ ਹਾਂ ਕਿ ਮੇਰਾ ਲੜਕਾ ਅਤੇ ਨੂੰਹ ਮੇਰੇ ਕਹਿਣੇ ਤੋਂ ਬਾਹਰ ਹਨ। ਮੈਂ ਇਹਨਾਂ ਨੂੰ ਆਪਣੀ ਚੱਲ-ਅਚੱਲ ਜਾਇਦਾਦ ਤੋਂ ਬੇਦਖਲ ਕਰਦਾ ਹਾਂ। (2, 279, 228, 305)
notice: ਮੈਂ ਗੁਰਦਿਆਲ ਸਿੰਘ ਪੁੱਤਰ ਜੀਤ ਸਿੰਘ ਵਾਸੀ ਪਿੰਡ ਕਮਾਲਪੁਰਾ ਤਹਿਸੀਲ ਜਗਰਾਉਂ ਬਿਆਨ ਕਰਦਾ ਹਾਂ ਕਿ ਮੇਰੀ ਜਨਮ ਮਿਤੀ ਕੁਝ ਦਸਤਾਵੇਜ਼ਾਂ ਵਿੱਚ ਗਲਤ ਦਰਜ ਹੋ ਗਈ ਹੈ। ਸਹੀ ਜਨਮ ਮਿਤੀ ਅਨੁਸਾਰ ਰਿਕਾਰਡ ਦਰੁਸਤ ਕੀਤਾ ਜਾਵੇ। (717, 106, 941, 132)
story-body: ਇਹ ਜਥੇਬੰਦੀਆਂ ਨੇ ਮੰਗ ਕੀਤੀ ਕਿ ਸਜ਼ਾਵਾਂ ਪੂਰੀਆਂ ਕਰ ਚੁੱਕੇ ਬੰਦੀ ਸਿੰਘਾਂ ਨੂੰ ਤੁਰੰਤ ਰਿਹਾਅ ਕੀਤਾ ਜਾਵੇ। ਉਨ੍ਹਾਂ ਕਿਹਾ ਕਿ ਦਹਾਕਿਆਂ ਤੋਂ ਜੇਲ੍ਹਾਂ ਵਿੱਚ ਬੰਦ ਸਿੰਘਾਂ ਦੀ ਰਿਹਾਈ ਲਈ ਸਿੱਖ ਕੌਮ ਲਗਾਤਾਰ ਸੰਘਰਸ਼ ਕਰ ਰਹੀ ਹੈ ਪਰ ਸਰਕਾਰਾਂ ਵੱਲੋਂ ਇਸ ਮਸਲੇ ਨੂੰ ਅਣਗੌਲਿਆ ਕੀਤਾ ਜਾ ਰਿਹਾ ਹੈ। (474, 1152, 710, 1187)
continued-column-2 (474, 596, 710, 1488)
notice: ਮੈਂ ਕੁਲਵਿੰਦਰ ਕੌਰ ਪਤਨੀ ਨਿਸ਼ਾਨ ਸਿੰਘ ਵਾਸੀ ਪਿੰਡ ਮੀਤ ਮੋਹਨ ਜ਼ਿਲ੍ਹਾ ਲੁਧਿਆਣਾ ਬਿਆਨ ਕਰਦੀ ਹਾਂ ਕਿ ਮੇਰਾ ਨਾਮ ਕੁਝ ਦਸਤਾਵੇਜ਼ਾਂ ਵਿੱਚ ਕੁਲਵਿੰਦਰ ਕੌਰ ਅਤੇ ਕੁਝ ਵਿੱਚ ਕਿੰਦਰ ਕੌਰ ਦਰਜ ਹੈ। ਇਹ ਦੋਵੇਂ ਨਾਮ ਇੱਕੋ ਵਿਅਕਤੀ ਦੇ ਹਨ। (717, 76, 941, 102)
continued-column-1 (236, 628, 468, 1488)
notice: ਮੈਂ ਅਮਰਜੀਤ ਕੌਰ ਪਤਨੀ ਜਸਵੰਤ ਸਿੰਘ ਵਾਸੀ ਪਿੰਡ ਰਸੂਲਪੁਰ ਬਿਆਨ ਕਰਦੀ ਹਾਂ ਕਿ ਮੇਰਾ ਲੜਕਾ ਮੇਰੇ ਕਹਿਣੇ ਤੋਂ ਬਾਹਰ ਹੈ। ਮੈਂ ਇਸ ਨੂੰ ਆਪਣੀ ਜਾਇਦਾਦ ਤੋਂ ਬੇਦਖਲ ਕਰਦੀ ਹਾਂ। (2, 504, 228, 521)
story-body: ਫਰੀਦਕੋਟ ਜ਼ਿਲ੍ਹੇ ਦੇ ਪਿੰਡ ਵਿੱਚ ਵਾਪਰੀ ਇਸ ਘਟਨਾ ਨੇ ਇਲਾਕੇ ਵਿੱਚ ਸਹਿਮ ਦਾ ਮਾਹੌਲ ਪੈਦਾ ਕਰ ਦਿੱਤਾ ਹੈ। ਪੁਲਿਸ ਨੇ ਮਾਮਲਾ ਦਰਜ ਕਰਕੇ ਅਗਲੇਰੀ ਕਾਰਵਾਈ ਸ਼ੁਰੂ ਕਰ ਦਿੱਤੀ ਹੈ। (236, 1112, 468, 1129)
story-body: ਬਿਆਨ ਦੇ ਆਧਾਰ 'ਤੇ ਪੰਜਾਬ ਸਰਕਾਰ ਨੇ ਇਸ ਮਾਮਲੇ ਦੀ ਜਾਂਚ ਸੀ.ਬੀ.ਆਈ. ਨੂੰ ਸੌਂਪਣ ਦਾ ਫੈਸਲਾ ਵਾਪਸ ਲੈ ਲਿਆ ਸੀ। ਅਦਾਲਤ ਨੇ ਹੁਣ ਇਸ ਮਾਮਲੇ ਵਿੱਚ ਅਗਲੀ ਸੁਣਵਾਈ ਦੀ ਤਰੀਕ ਤੈਅ ਕੀਤੀ ਹੈ ਅਤੇ ਸਬੰਧਤ ਧਿਰਾਂ ਤੋਂ ਜਵਾਬ ਮੰਗਿਆ ਹੈ। (236, 994, 468, 1020)
page-number: 9 (905, 2, 926, 43)
notice: ਮੈਂ ਗੁਰਮੇਲ ਸਿੰਘ ਪੁੱਤਰ ਚੰਨਣ ਸਿੰਘ ਵਾਸੀ ਪਿੰਡ ਮਾਣੂਕੇ ਤਹਿਸੀਲ ਜਗਰਾਉਂ ਜ਼ਿਲ੍ਹਾ ਲੁਧਿਆਣਾ ਬਿਆਨ ਕਰਦਾ ਹਾਂ ਕਿ ਮੇਰਾ ਆਧਾਰ ਕਾਰਡ ਨੰਬਰ ਵਾਲਾ ਅਸਲ ਕਾਰਡ ਕਿਤੇ ਗੁੰਮ ਹੋ ਗਿਆ ਹੈ। ਜੇ ਕਿਸੇ ਨੂੰ ਮਿਲੇ ਤਾਂ ਵਾਪਸ ਕੀਤਾ ਜਾਵੇ। (717, 136, 941, 162)
divider (236, 590, 710, 591)
story-body: ਹਨ ਭਾਰਤ ਵਿੱਚ ਗਰੀਬੀ ਦਰ ਵਿੱਚ ਗਿਰਾਵਟ ਆਈ ਹੈ ਪਰ ਅਸਮਾਨਤਾ ਵਿੱਚ ਵਾਧਾ ਹੋਇਆ ਹੈ। ਰਿਪੋਰਟ ਅਨੁਸਾਰ ਦੇਸ਼ ਦੀ ਕੁੱਲ ਆਮਦਨ ਦਾ ਵੱਡਾ ਹਿੱਸਾ ਸਿਖਰਲੇ ਇੱਕ ਫੀਸਦੀ ਲੋਕਾਂ ਕੋਲ ਹੈ। 1951 ਵਿੱਚ ਇਹ ਅੰਕੜਾ ਬਹੁਤ ਘੱਟ ਸੀ ਜੋ ਹੁਣ ਵਧ ਕੇ 22.6 ਫੀਸਦੀ ਹੋ ਗਿਆ ਹੈ। (474, 1314, 710, 1340)
section-header-aam-suchna: ਆਮ ਸੂਚਨਾ (717, 52, 941, 72)
notice: I, Pardeep Singh S/o Jagjit Singh R/o Vpo. Barmalipur Teh-Payal (Ludhiana) and presently residing at 225-1958 Rothesay Street, Winnipeg, MB, Canada R2G 4E2 do hereby change my name from Pardeep Singh to Pardeep Singh Randhawa, with immediate effect. (717, 378, 941, 416)
notice: ਮੈਂ ਕੁਲਵੰਤ ਸਿੰਘ ਪੁੱਤਰ ਬਚਨ ਸਿੰਘ ਵਾਸੀ ਪਿੰਡ ਕਾਉਂਕੇ ਕਲਾਂ ਬਿਆਨ ਕਰਦਾ ਹਾਂ ਕਿ ਮੇਰਾ ਲੜਕਾ ਮੇਰੇ ਕਹਿਣੇ ਤੋਂ ਬਾਹਰ ਹੈ। ਮੈਂ ਇਸ ਨੂੰ ਆਪਣੀ ਜਾਇਦਾਦ ਤੋਂ ਬੇਦਖਲ ਕਰਦਾ ਹਾਂ। (2, 873, 228, 890)
notice: ਮੈਂ ਪਰਮਜੀਤ ਕੌਰ ਪਤਨੀ ਸੁਰਜੀਤ ਸਿੰਘ ਵਾਸੀ ਪਿੰਡ ਹਠੂਰ ਬਿਆਨ ਕਰਦੀ ਹਾਂ ਕਿ ਮੇਰਾ ਲੜਕਾ ਮੇਰੇ ਕਹਿਣੇ ਤੋਂ ਬਾਹਰ ਹੈ। ਮੈਂ ਇਸ ਨੂੰ ਆਪਣੀ ਜਾਇਦਾਦ ਤੋਂ ਬੇਦਖਲ ਕਰਦੀ ਹਾਂ। (2, 894, 228, 911)
english-notices (717, 378, 941, 586)
story-body: ਵਕੀਲ ਨੇ ਇਸ ਦਾ ਵਿਰੋਧ ਕੀਤਾ ਅਤੇ ਕਿਹਾ ਕਿ ਸਰਕਾਰ ਵੱਲੋਂ ਪੇਸ਼ ਕੀਤੇ ਤੱਥ ਗਲਤ ਹਨ। ਅਦਾਲਤ ਨੇ ਦੋਵਾਂ ਧਿਰਾਂ ਦੀਆਂ ਦਲੀਲਾਂ ਸੁਣਨ ਤੋਂ ਬਾਅਦ ਫੈਸਲਾ ਰਾਖਵਾਂ ਰੱਖ ਲਿਆ। ਸੁਣਵਾਈ ਦੌਰਾਨ ਅਦਾਲਤ ਨੇ ਇਹ ਵੀ ਕਿਹਾ ਕਿ ਜਾਂਚ ਏਜੰਸੀ ਨੂੰ ਨਿਰਪੱਖ ਢੰਗ ਨਾਲ ਕੰਮ ਕਰਨਾ ਚਾਹੀਦਾ ਹੈ ਅਤੇ ਪੀੜਤ ਪਰਿਵਾਰਾਂ ਨੂੰ ਇਨਸਾਫ਼ ਮਿਲਣਾ ਚਾਹੀਦਾ ਹੈ। (474, 596, 710, 631)
section-header-motor-left: ਮੋਟਰ ਕੁਨੈਕਸ਼ਨ... (236, 366, 466, 382)
lead-intro: ਮੋਗਾ, 9 ਅਪ੍ਰੈਲ (ਇਕਬਾਲ ਸਿੰਘ ਬੈਂਸ) ਖਾਲਸਾ ਪੰਥ ਦੀ ਸਾਜਨਾ ਦਿਵਸ ਨੂੰ ਸਮਰਪਿਤ ਦਸਤਾਰ ਚੇਤਨਾ ਮਾਰਚ ਕਮੇਟੀ ਵੱਲੋਂ 11ਵਾਂ ਵਿਸ਼ਾਲ ਦਸਤਾਰ ਚੇਤਨਾ ਮਾਰਚ ਗੁਰਦੁਆਰਾ ਸਾਹਿਬ ਤੋਂ ਆਰੰਭ ਹੋ ਕੇ ਸ਼ਹਿਰ ਦੇ ਵੱਖ-ਵੱਖ ਬਜ਼ਾਰਾਂ ਵਿੱਚੋਂ ਹੁੰਦਾ ਹੋਇਆ ਵਾਪਸ ਗੁਰਦੁਆਰਾ ਸਾਹਿਬ ਵਿਖੇ ਸਮਾਪਤ ਹੋਇਆ। (236, 80, 354, 143)
notice: ਮੈਂ ਕੁਲਦੀਪ ਸਿੰਘ ਪੁੱਤਰ ਦਰਸ਼ਨ ਸਿੰਘ ਵਾਸੀ ਪਿੰਡ ਸਿੱਧਵਾਂ ਖੁਰਦ ਬਿਆਨ ਕਰਦਾ ਹਾਂ ਕਿ ਮੇਰਾ ਪਾਸਪੋਰਟ ਗੁੰਮ ਹੋ ਗਿਆ ਹੈ, ਜੇ ਕਿਸੇ ਨੂੰ ਮਿਲੇ ਤਾਂ ਸੂਚਿਤ ਕੀਤਾ ਜਾਵੇ। (717, 208, 941, 225)
notice: ਮੈਂ ਜਸਵੀਰ ਕੌਰ ਪਤਨੀ ਜਗਜੀਤ ਸਿੰਘ ਵਾਸੀ ਪਿੰਡ ਜਗਰਾਉਂ ਜਲਿ: ਲੁਧਿਆਣਾ ਬਿਆਨ ਕਰਦੀ ਹਾਂ ਕਿ ਮੇਰਾ ਲੜਕਾ ਅਤੇ ਨੂੰਹ ਮੇਰੇ ਕਹਿਣੇ ਤੋਂ ਬਾਹਰ ਹਨ। ਮੈਂ ਇਹਨਾਂ ਨੂੰ ਆਪਣੀ ਚੱਲ-ਅਚੱਲ ਜਾਇਦਾਦ ਤੋਂ ਬੇਦਖਲ ਕਰਦੀ ਹਾਂ। ਇਹਨਾਂ ਨਾਲ ਲੈਣ-ਦੇਣ ਕਰਨ ਵਾਲਾ ਖੁਦ ਜਿੰਮੇਵਾਰ ਹੋਵੇਗਾ। (2, 180, 228, 215)
notice: ਮੈਂ ਸੁਰਿੰਦਰ ਕੌਰ ਪਤਨੀ ਭਜਨ ਸਿੰਘ ਵਾਸੀ ਪਿੰਡ ਕੋਠੇ ਬਿਆਨ ਕਰਦੀ ਹਾਂ ਕਿ ਮੇਰਾ ਲੜਕਾ ਮੇਰੇ ਕਹਿਣੇ ਤੋਂ ਬਾਹਰ ਹੈ। ਮੈਂ ਇਸ ਨੂੰ ਆਪਣੀ ਜਾਇਦਾਦ ਤੋਂ ਬੇਦਖਲ ਕਰਦੀ ਹਾਂ। (2, 462, 228, 479)
notice: ਮੈਂ ਮਨਜੀਤ ਕੌਰ ਪਤਨੀ ਸਵ: ਹਰਬੰਸ ਸਿੰਘ ਵਾਸੀ ਪਿੰਡ ਮੱਲ੍ਹਾ ਬਿਆਨ ਕਰਦੀ ਹਾਂ ਕਿ ਮੇਰੇ ਪਤੀ ਦੀ ਮੌਤ ਦਾ ਸਰਟੀਫਿਕੇਟ ਗੁੰਮ ਹੋ ਗਿਆ ਹੈ। 2101-3627 8595 (717, 166, 941, 183)
issue-date: ਬੁੱਧਵਾਰ, 10 ਅਪ੍ਰੈਲ 2024 (612, 10, 758, 25)
story-title: ਭਾਜਪਾ ਉਮੀਦਵਾਰ ਦੇ ਪੁੱਜਣ... (508, 748, 676, 766)
masthead-tagline: A Leading Punjabi Daily (90, 6, 171, 15)
story-title: ਤਾਮਿਲਨਾਡੂ ਦੇ ਸਮੁੰਦਰੀ... (280, 630, 424, 648)
lead-headline: ਖਾਲਸਾ ਪੰਥ ਦੀ ਸਾਜਨਾ ਦਿਵਸ ਨੂੰ ਸਮਰਪਿਤ 11ਵਾਂ ਵਿਸ਼ਾਲ ਦਸਤਾਰ ਚੇਤਨਾ ਮਾਰਚ (236, 52, 712, 98)
story-body: ਵੋਟਾਂ ਮੰਗਣ ਆਉਣ ਵਾਲੇ ਭਾਜਪਾ ਉਮੀਦਵਾਰਾਂ ਤੋਂ ਕਿਸਾਨ ਜਥੇਬੰਦੀਆਂ ਵੱਲੋਂ ਸਵਾਲ ਪੁੱਛੇ ਜਾਣਗੇ। ਕਿਸਾਨ ਆਗੂਆਂ ਨੇ ਕਿਹਾ ਕਿ ਪਿੰਡਾਂ ਵਿੱਚ ਆਉਣ ਵਾਲੇ ਉਮੀਦਵਾਰਾਂ ਤੋਂ ਕਿਸਾਨ ਅੰਦੋਲਨ ਦੌਰਾਨ ਸ਼ਹੀਦ ਹੋਏ ਕਿਸਾਨਾਂ, ਲਖੀਮਪੁਰ ਖੀਰੀ ਕਾਂਡ ਅਤੇ ਐਮ.ਐਸ.ਪੀ. ਦੀ ਗਰੰਟੀ ਬਾਰੇ ਸਵਾਲ ਕੀਤੇ ਜਾਣਗੇ। (236, 852, 468, 887)
